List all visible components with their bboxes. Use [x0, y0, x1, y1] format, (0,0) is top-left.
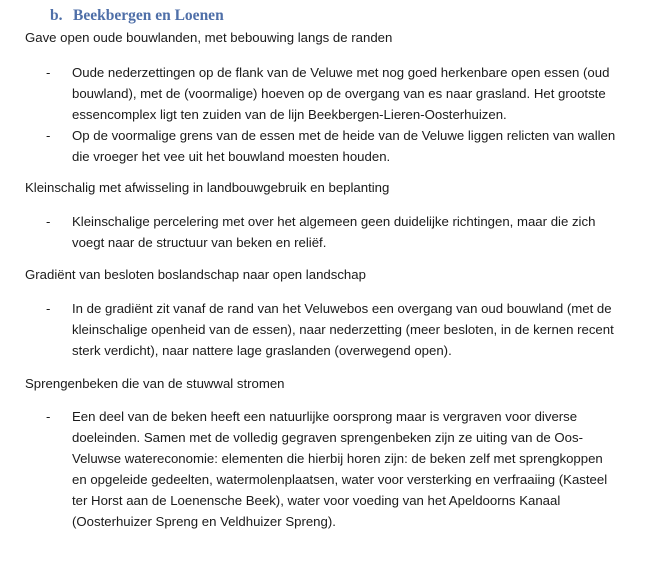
bullet-text-line: Op de voormalige grens van de essen met de heide van de Veluwe liggen relicten van wallen: [72, 128, 616, 143]
bullet-text-line: ter Horst aan de Loenensche Beek), water voor voeding van het Apeldoorns Kanaal: [72, 493, 561, 508]
bullet-text-line: die vroeger het vee uit het bouwland moesten houden.: [72, 149, 391, 164]
bullet-text-line: bouwland), met de (voormalige) hoeven op de overgang van es naar grasland. Het grootste: [72, 86, 606, 101]
section-number: b.: [50, 7, 63, 24]
bullet-text-line: essencomplex ligt ten zuiden van de lijn Beekbergen-Lieren-Oosterhuizen.: [72, 107, 507, 122]
bullet-text-line: voegt naar de structuur van beken en reliëf.: [72, 235, 327, 250]
subsection-title: Sprengenbeken die van de stuwwal stromen: [25, 376, 285, 391]
subsection-title: Gave open oude bouwlanden, met bebouwing langs de randen: [25, 30, 393, 45]
subsection-title: Kleinschalig met afwisseling in landbouwgebruik en beplanting: [25, 180, 390, 195]
section-heading: [50, 7, 224, 25]
bullet-item: [46, 125, 636, 167]
bullet-dash: -: [46, 65, 51, 80]
bullet-item: [46, 298, 636, 361]
bullet-text-line: en opgeleide gedeelten, watermolenplaatsen, water voor versterking en verfraaiing (Kasteel: [72, 472, 608, 487]
bullet-text-line: (Oosterhuizer Spreng en Veldhuizer Spreng).: [72, 514, 336, 529]
bullet-text-line: In de gradiënt zit vanaf de rand van het Veluwebos een overgang van oud bouwland (met de: [72, 301, 612, 316]
bullet-item: [46, 211, 636, 253]
bullet-dash: -: [46, 214, 51, 229]
bullet-text-line: kleinschalige openheid van de essen), naar nederzetting (meer besloten, in de kernen recent: [72, 322, 614, 337]
bullet-text-line: Oude nederzettingen op de flank van de Veluwe met nog goed herkenbare open essen (oud: [72, 65, 610, 80]
bullet-text-line: Veluwse watereconomie: elementen die hierbij horen zijn: de beken zelf met sprengkoppen: [72, 451, 603, 466]
bullet-item: [46, 406, 636, 532]
bullet-text-line: doeleinden. Samen met de volledig gegraven sprengenbeken zijn ze uiting van de Oos-: [72, 430, 583, 445]
bullet-dash: -: [46, 409, 51, 424]
bullet-item: [46, 62, 636, 125]
section-heading-title: Beekbergen en Loenen: [73, 7, 224, 24]
bullet-dash: -: [46, 301, 51, 316]
bullet-dash: -: [46, 128, 51, 143]
bullet-text-line: Kleinschalige percelering met over het algemeen geen duidelijke richtingen, maar die zich: [72, 214, 596, 229]
bullet-text-line: sterk verdicht), naar nattere lage graslanden (overwegend open).: [72, 343, 452, 358]
subsection-title: Gradiënt van besloten boslandschap naar open landschap: [25, 267, 366, 282]
bullet-text-line: Een deel van de beken heeft een natuurlijke oorsprong maar is vergraven voor diverse: [72, 409, 578, 424]
